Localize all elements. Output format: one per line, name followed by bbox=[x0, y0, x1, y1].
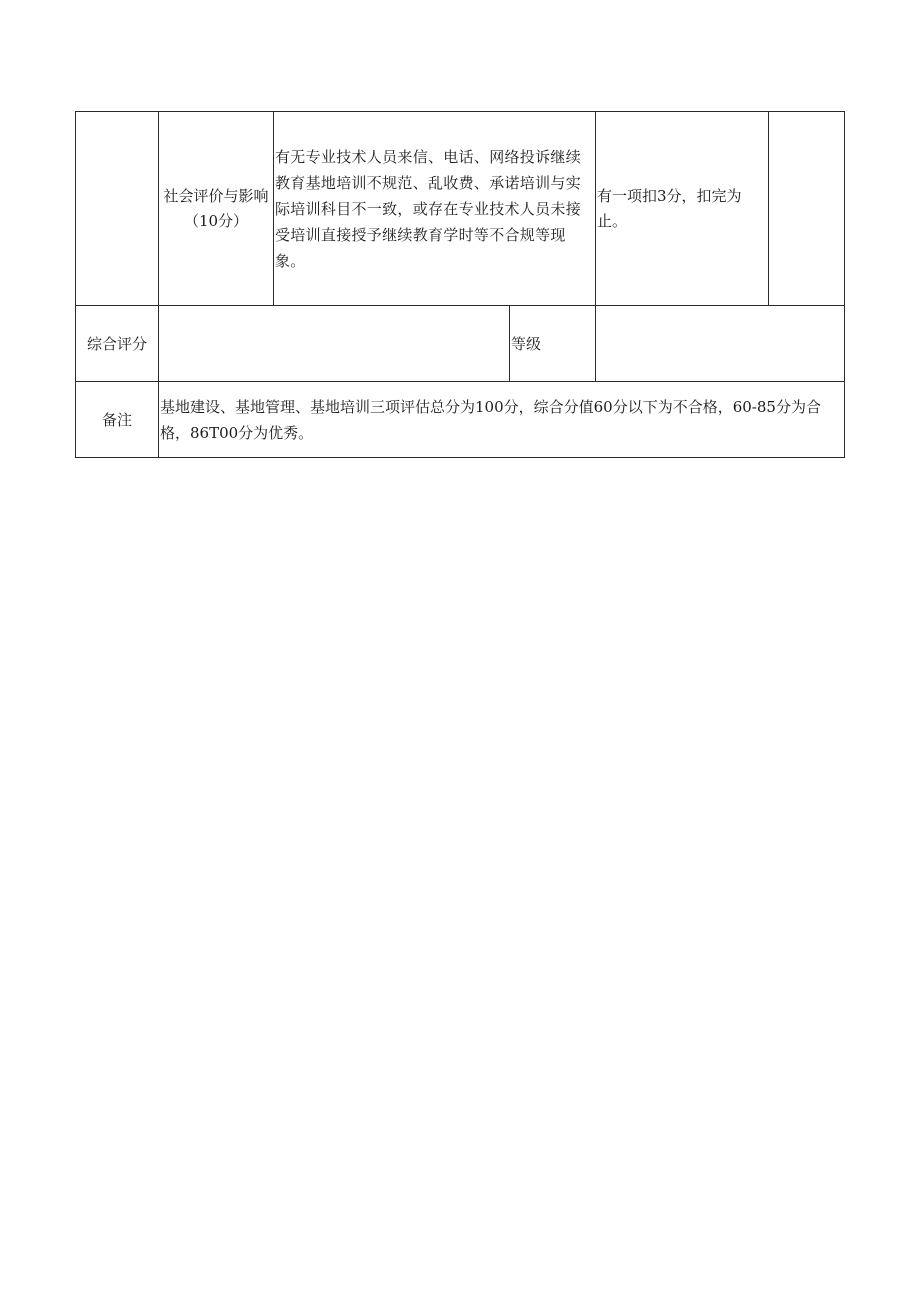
deduction-cell bbox=[596, 112, 769, 306]
criteria-cell bbox=[274, 112, 596, 306]
grade-label: 等级 bbox=[511, 334, 542, 353]
item-name-cell bbox=[159, 112, 274, 306]
table-row-social-evaluation bbox=[76, 112, 845, 306]
table-row-total-score bbox=[76, 306, 845, 382]
deduction-text: 有一项扣3分，扣完为止。 bbox=[597, 186, 742, 230]
remark-label-cell bbox=[76, 382, 159, 458]
remark-text: 基地建设、基地管理、基地培训三项评估总分为100分，综合分值60分以下为不合格，60-85分为合格，86T00分为优秀。 bbox=[160, 397, 821, 442]
remark-label: 备注 bbox=[101, 411, 132, 429]
item-name: 社会评价与影响（10分） bbox=[163, 186, 269, 230]
table-row-remark bbox=[76, 382, 845, 458]
grade-value-cell bbox=[596, 306, 845, 382]
total-score-label-cell bbox=[76, 306, 159, 382]
grade-label-box bbox=[509, 305, 596, 381]
criteria-text: 有无专业技术人员来信、电话、网络投诉继续教育基地培训不规范、乱收费、承诺培训与实际培训科目不一致，或存在专业技术人员未接受培训直接授予继续教育学时等不合规等现象。 bbox=[275, 147, 582, 270]
remark-text-cell bbox=[159, 382, 845, 458]
category-cell bbox=[76, 112, 159, 306]
total-score-label: 综合评分 bbox=[86, 335, 147, 353]
evaluation-table bbox=[75, 111, 845, 458]
score-cell bbox=[769, 112, 845, 306]
